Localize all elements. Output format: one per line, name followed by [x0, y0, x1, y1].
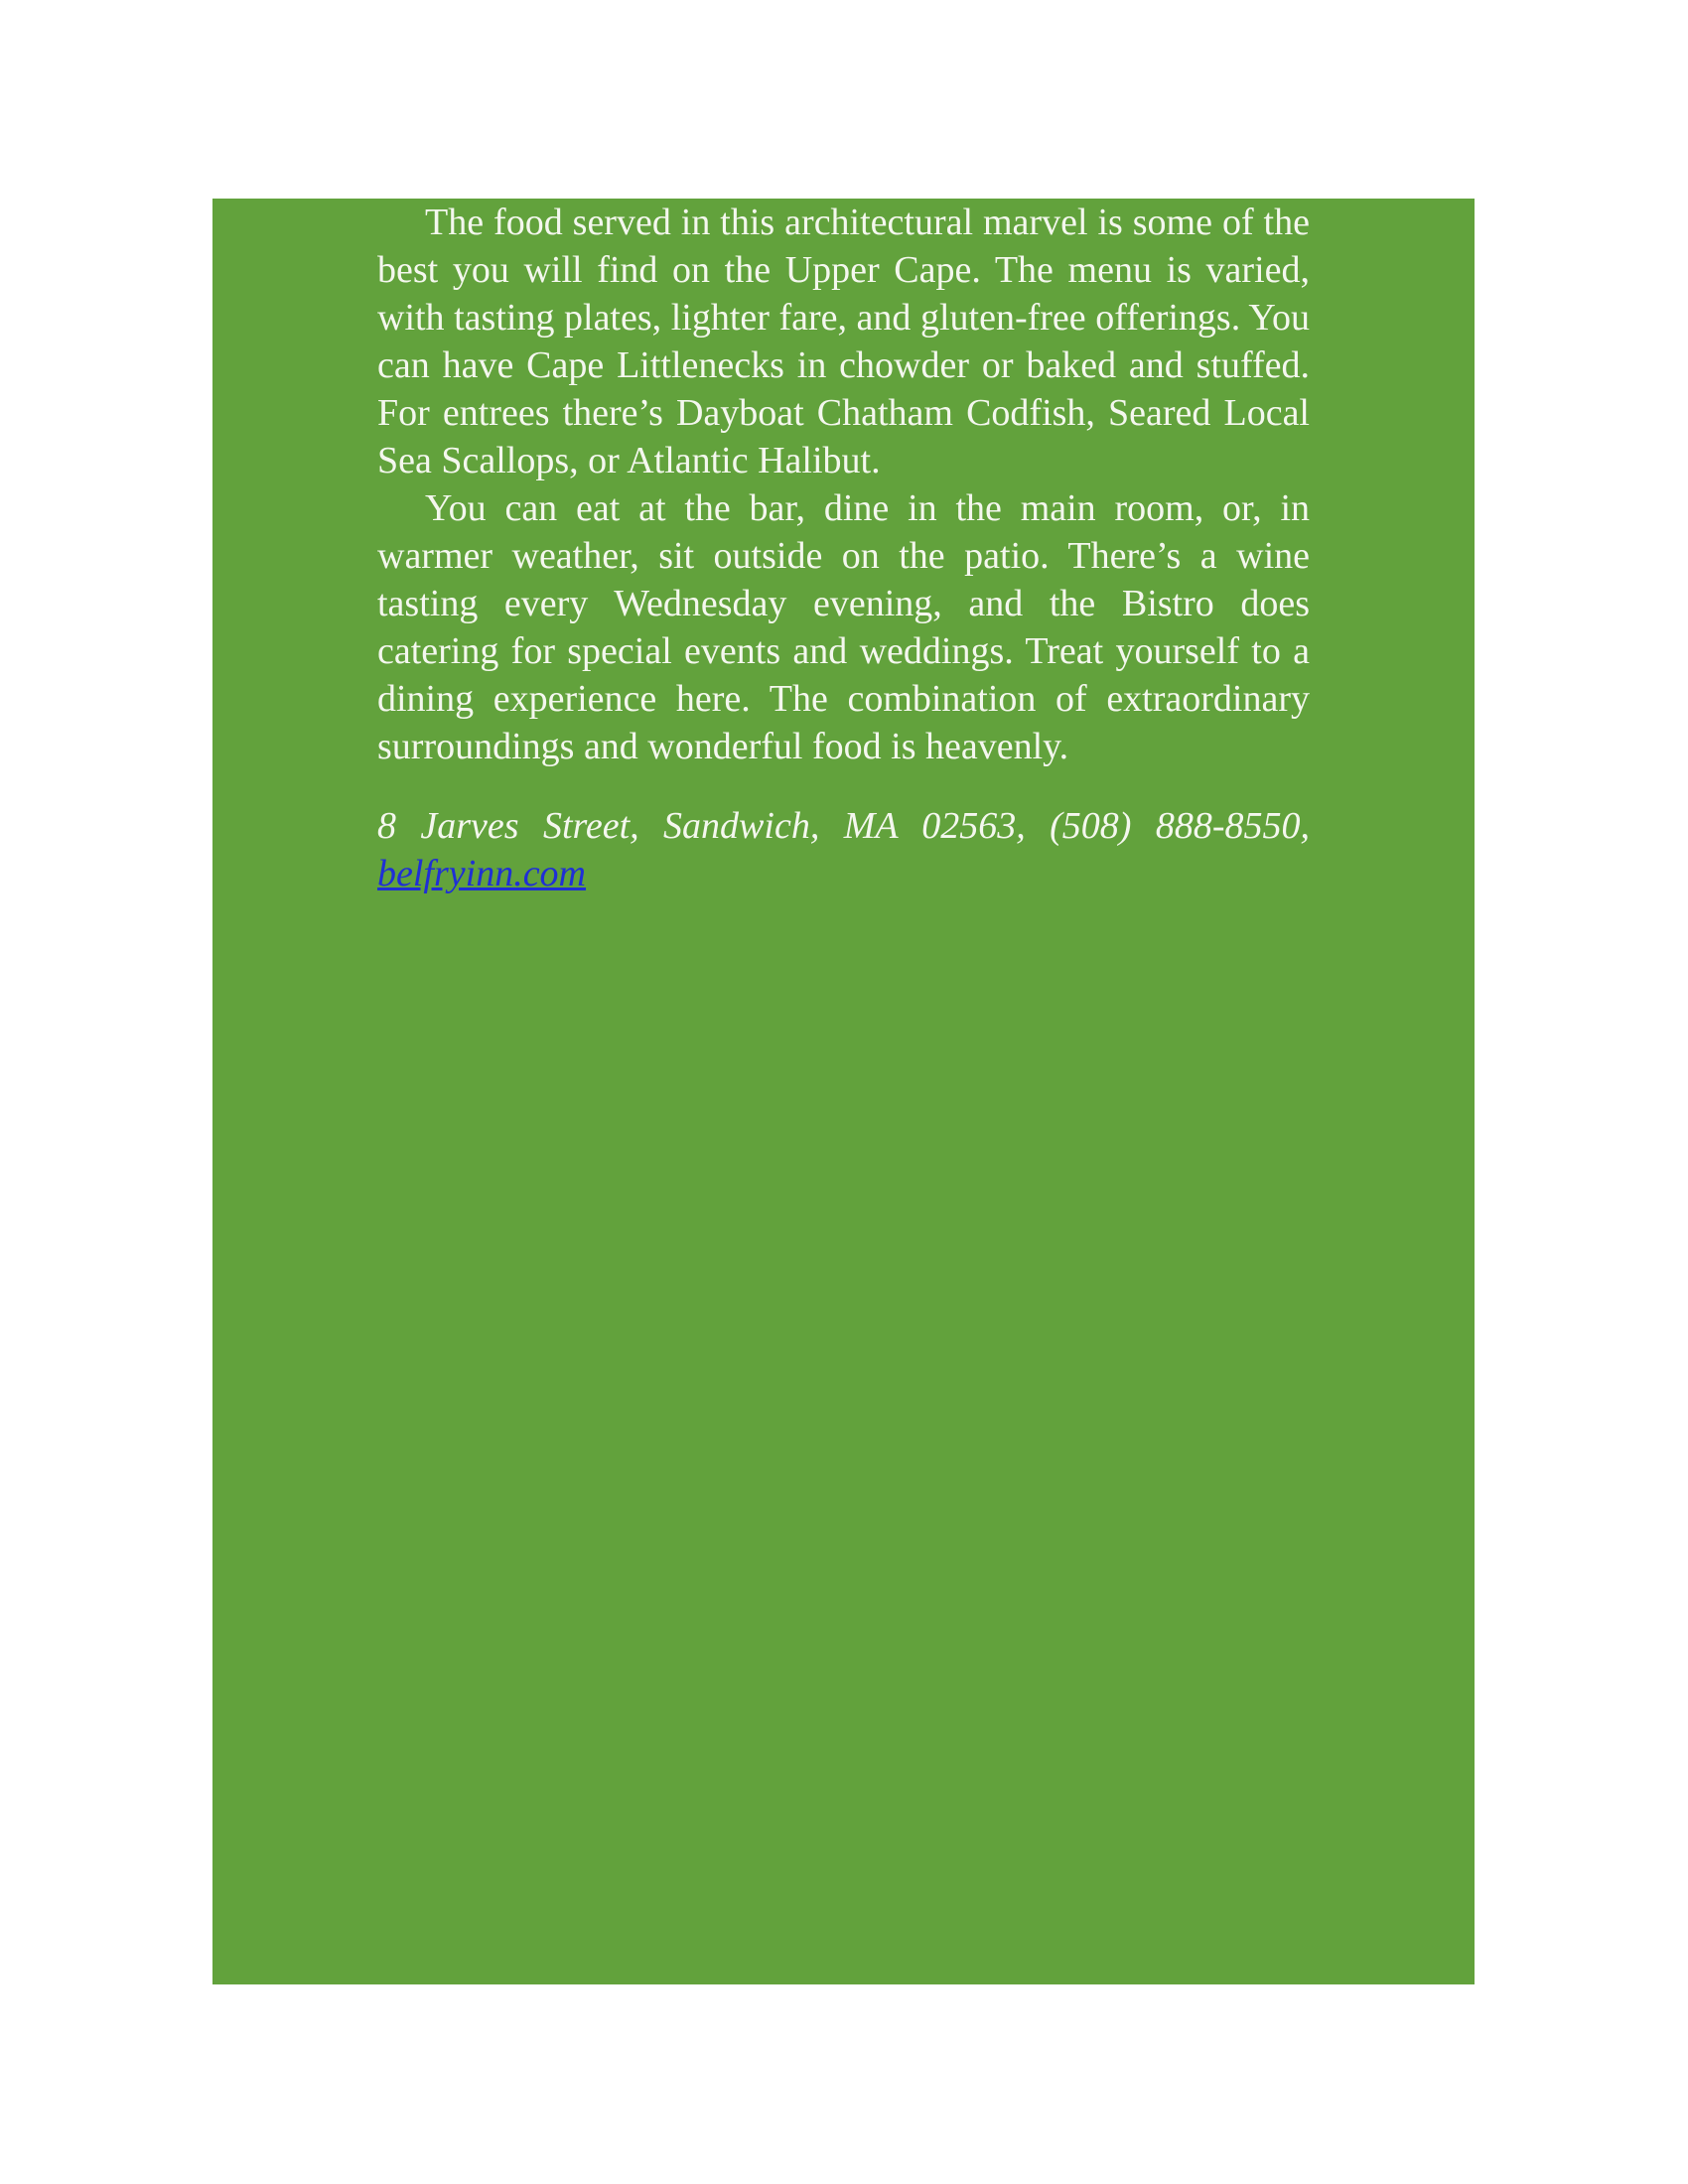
- address-text: 8 Jarves Street, Sandwich, MA 02563, (508) 888-8550,: [377, 805, 1310, 847]
- address-line: [377, 802, 1310, 897]
- paragraph-dining: You can eat at the bar, dine in the main room, or, in warmer weather, sit outside on the patio. There’s a wine tasting every Wednesday evening, and the Bistro does catering for special events and weddings. Treat yourself to a dining experience here. The combination of extraordinary surroundings and wonderful food is heavenly.: [377, 487, 1310, 767]
- paragraph-food: The food served in this architectural marvel is some of the best you will find on the Upper Cape. The menu is varied, with tasting plates, lighter fare, and gluten-free offerings. You can have Cape Littlenecks in chowder or baked and stuffed. For entrees there’s Dayboat Chatham Codfish, Seared Local Sea Scallops, or Atlantic Halibut.: [377, 202, 1310, 481]
- article-text-block: [377, 199, 1310, 897]
- website-link[interactable]: belfryinn.com: [377, 853, 587, 894]
